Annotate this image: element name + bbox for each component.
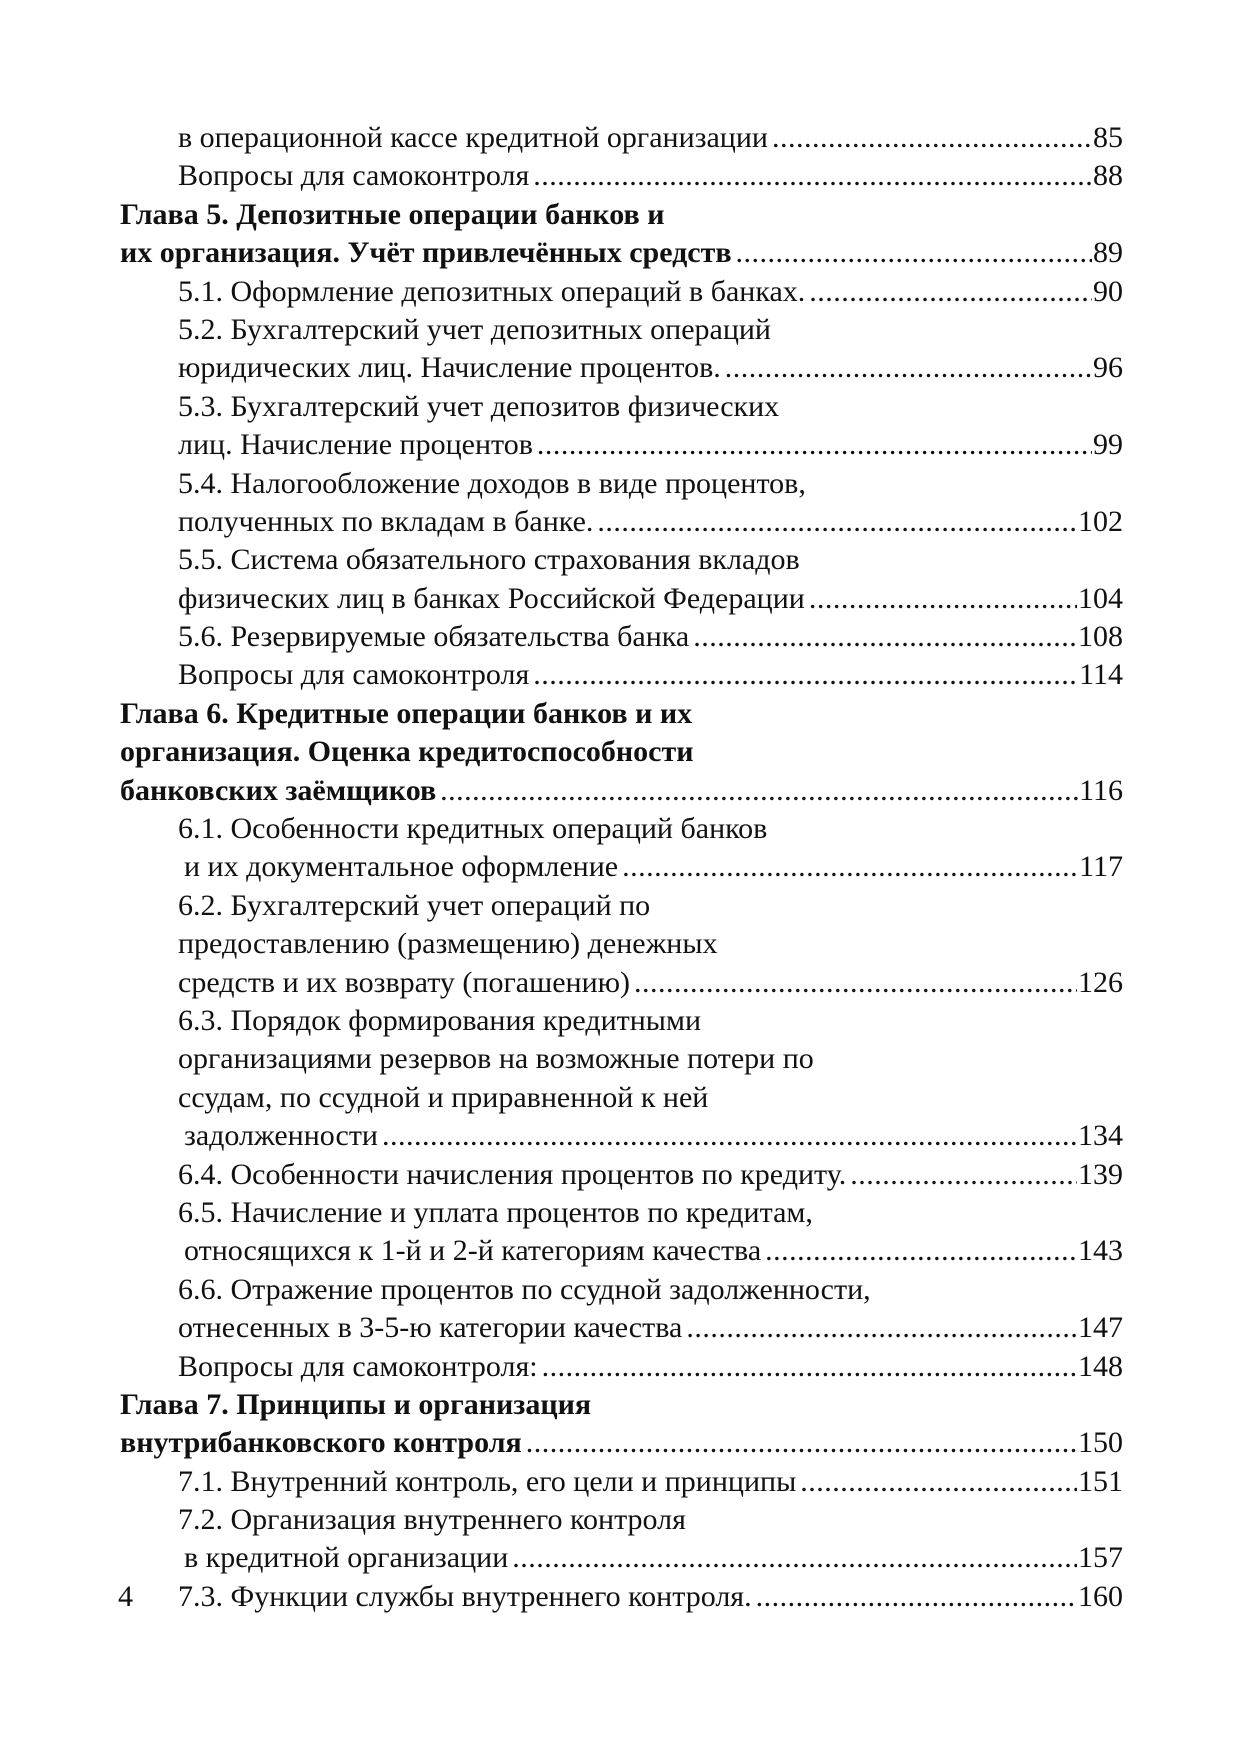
toc-entry-text: и их документальное оформление <box>184 850 619 884</box>
toc-line <box>120 810 1123 848</box>
toc-line <box>120 1079 1123 1117</box>
toc-line <box>120 273 1123 311</box>
leader-dots <box>537 426 1092 464</box>
toc-entry-text: физических лиц в банках Российской Федерации <box>178 581 805 615</box>
toc-page-number: 90 <box>1093 274 1123 308</box>
toc-line <box>120 349 1123 387</box>
toc-entry-text: лиц. Начисление процентов <box>178 428 533 462</box>
toc-line <box>120 1348 1123 1386</box>
toc-entry-text: 5.3. Бухгалтерский учет депозитов физических <box>178 389 780 423</box>
leader-dots <box>756 1578 1077 1616</box>
toc-line <box>120 1309 1123 1347</box>
leader-dots <box>765 1232 1077 1270</box>
toc-page-number: 114 <box>1079 658 1123 692</box>
chapter-heading-line <box>120 1424 1123 1462</box>
toc-page-number: 102 <box>1078 504 1123 538</box>
toc-page-number: 143 <box>1078 1234 1123 1268</box>
toc-entry-text: 6.4. Особенности начисления процентов по кредиту. <box>178 1157 847 1191</box>
leader-dots <box>850 1156 1077 1194</box>
toc-entry-text: средств и их возврату (погашению) <box>178 965 631 999</box>
toc-page-number: 104 <box>1078 581 1123 615</box>
chapter-heading-text: их организация. Учёт привлечённых средств <box>120 236 732 270</box>
toc-line <box>120 1463 1123 1501</box>
toc-line <box>120 465 1123 503</box>
leader-dots <box>533 656 1078 694</box>
toc-entry-text: 5.1. Оформление депозитных операций в банках. <box>178 274 806 308</box>
toc-line <box>120 1501 1123 1539</box>
toc-entry-text: полученных по вкладам в банке. <box>178 504 594 538</box>
toc-entry-text: Вопросы для самоконтроля <box>178 159 530 193</box>
leader-dots <box>725 349 1092 387</box>
toc-page-number: 117 <box>1079 850 1123 884</box>
toc-entry-text: 6.2. Бухгалтерский учет операций по <box>178 888 651 922</box>
chapter-heading-line <box>120 196 1123 234</box>
toc-page-number: 88 <box>1093 159 1123 193</box>
toc-page-number: 160 <box>1078 1579 1123 1613</box>
toc-entry-text: 5.4. Налогообложение доходов в виде процентов, <box>178 466 806 500</box>
chapter-heading-text: внутрибанковского контроля <box>120 1426 522 1460</box>
toc-page-number: 126 <box>1078 965 1123 999</box>
table-of-contents <box>120 119 1123 1616</box>
chapter-heading-text: Глава 7. Принципы и организация <box>120 1387 592 1421</box>
toc-page-number: 85 <box>1093 121 1123 154</box>
chapter-heading-line <box>120 772 1123 810</box>
toc-line <box>120 580 1123 618</box>
toc-line <box>120 541 1123 579</box>
toc-page-number: 148 <box>1078 1349 1123 1383</box>
toc-entry-text: организациями резервов на возможные потери по <box>178 1042 814 1076</box>
toc-page-number: 151 <box>1078 1464 1123 1498</box>
toc-entry-text: 5.2. Бухгалтерский учет депозитных операций <box>178 312 771 346</box>
toc-page-number: 108 <box>1078 620 1123 654</box>
toc-line <box>120 1539 1123 1577</box>
toc-line <box>120 311 1123 349</box>
toc-entry-text: 6.5. Начисление и уплата процентов по кредитам, <box>178 1195 813 1229</box>
leader-dots <box>440 772 1078 810</box>
toc-line <box>120 426 1123 464</box>
chapter-heading-text: банковских заёмщиков <box>120 773 437 807</box>
toc-entry-text: юридических лиц. Начисление процентов. <box>178 351 721 385</box>
leader-dots <box>526 1424 1077 1462</box>
toc-line <box>120 1578 1123 1616</box>
leader-dots <box>542 1348 1077 1386</box>
chapter-heading-line <box>120 1386 1123 1424</box>
toc-line <box>120 925 1123 963</box>
toc-entry-text: в кредитной организации <box>184 1541 509 1575</box>
chapter-heading-line <box>120 733 1123 771</box>
toc-line <box>120 656 1123 694</box>
toc-page-number: 134 <box>1078 1119 1123 1153</box>
toc-entry-text: 5.6. Резервируемые обязательства банка <box>178 620 690 654</box>
toc-entry-text: 6.6. Отражение процентов по ссудной задолженности, <box>178 1272 871 1306</box>
toc-line <box>120 388 1123 426</box>
leader-dots <box>622 848 1078 886</box>
toc-page-number: 147 <box>1078 1311 1123 1345</box>
toc-entry-text: ссудам, по ссудной и приравненной к ней <box>178 1080 709 1114</box>
toc-line <box>120 157 1123 195</box>
toc-page-number: 99 <box>1093 428 1123 462</box>
toc-line <box>120 848 1123 886</box>
toc-line <box>120 1232 1123 1270</box>
toc-entry-text: 7.1. Внутренний контроль, его цели и принципы <box>178 1464 797 1498</box>
toc-page-number: 96 <box>1093 351 1123 385</box>
leader-dots <box>800 1463 1077 1501</box>
chapter-heading-text: Глава 5. Депозитные операции банков и <box>120 197 665 231</box>
leader-dots <box>686 1309 1077 1347</box>
toc-entry-text: 6.3. Порядок формирования кредитными <box>178 1003 701 1037</box>
toc-line <box>120 964 1123 1002</box>
toc-line <box>120 887 1123 925</box>
leader-dots <box>382 1117 1077 1155</box>
leader-dots <box>772 119 1092 157</box>
toc-line <box>120 1040 1123 1078</box>
toc-entry-text: в операционной кассе кредитной организации <box>178 121 768 154</box>
toc-line <box>120 1117 1123 1155</box>
chapter-heading-text: организация. Оценка кредитоспособности <box>120 735 694 769</box>
leader-dots <box>512 1539 1077 1577</box>
toc-line <box>120 1002 1123 1040</box>
chapter-heading-text: Глава 6. Кредитные операции банков и их <box>120 696 693 730</box>
toc-entry-text: 6.1. Особенности кредитных операций банков <box>178 812 768 846</box>
toc-line <box>120 1271 1123 1309</box>
toc-page-number: 139 <box>1078 1157 1123 1191</box>
toc-line <box>120 503 1123 541</box>
toc-line <box>120 119 1123 157</box>
toc-page-number: 157 <box>1078 1541 1123 1575</box>
toc-entry-text: 7.3. Функции службы внутреннего контроля. <box>178 1579 752 1613</box>
toc-line <box>120 1194 1123 1232</box>
toc-entry-text: Вопросы для самоконтроля <box>178 658 530 692</box>
leader-dots <box>736 234 1092 272</box>
leader-dots <box>809 580 1077 618</box>
toc-page-number: 150 <box>1078 1426 1123 1460</box>
leader-dots <box>634 964 1077 1002</box>
toc-page-number: 89 <box>1093 236 1123 270</box>
toc-page-number: 116 <box>1079 773 1123 807</box>
toc-line <box>120 1156 1123 1194</box>
toc-entry-text: задолженности <box>184 1119 378 1153</box>
toc-entry-text: 7.2. Организация внутреннего контроля <box>178 1503 686 1537</box>
toc-entry-text: относящихся к 1-й и 2-й категориям качества <box>184 1234 762 1268</box>
leader-dots <box>693 618 1077 656</box>
leader-dots <box>809 273 1092 311</box>
page-number: 4 <box>118 1580 133 1613</box>
leader-dots <box>533 157 1092 195</box>
toc-entry-text: отнесенных в 3-5-ю категории качества <box>178 1311 683 1345</box>
chapter-heading-line <box>120 234 1123 272</box>
leader-dots <box>597 503 1077 541</box>
toc-entry-text: предоставлению (размещению) денежных <box>178 927 718 961</box>
toc-line <box>120 618 1123 656</box>
toc-entry-text: 5.5. Система обязательного страхования вкладов <box>178 543 800 577</box>
toc-entry-text: Вопросы для самоконтроля: <box>178 1349 538 1383</box>
chapter-heading-line <box>120 695 1123 733</box>
